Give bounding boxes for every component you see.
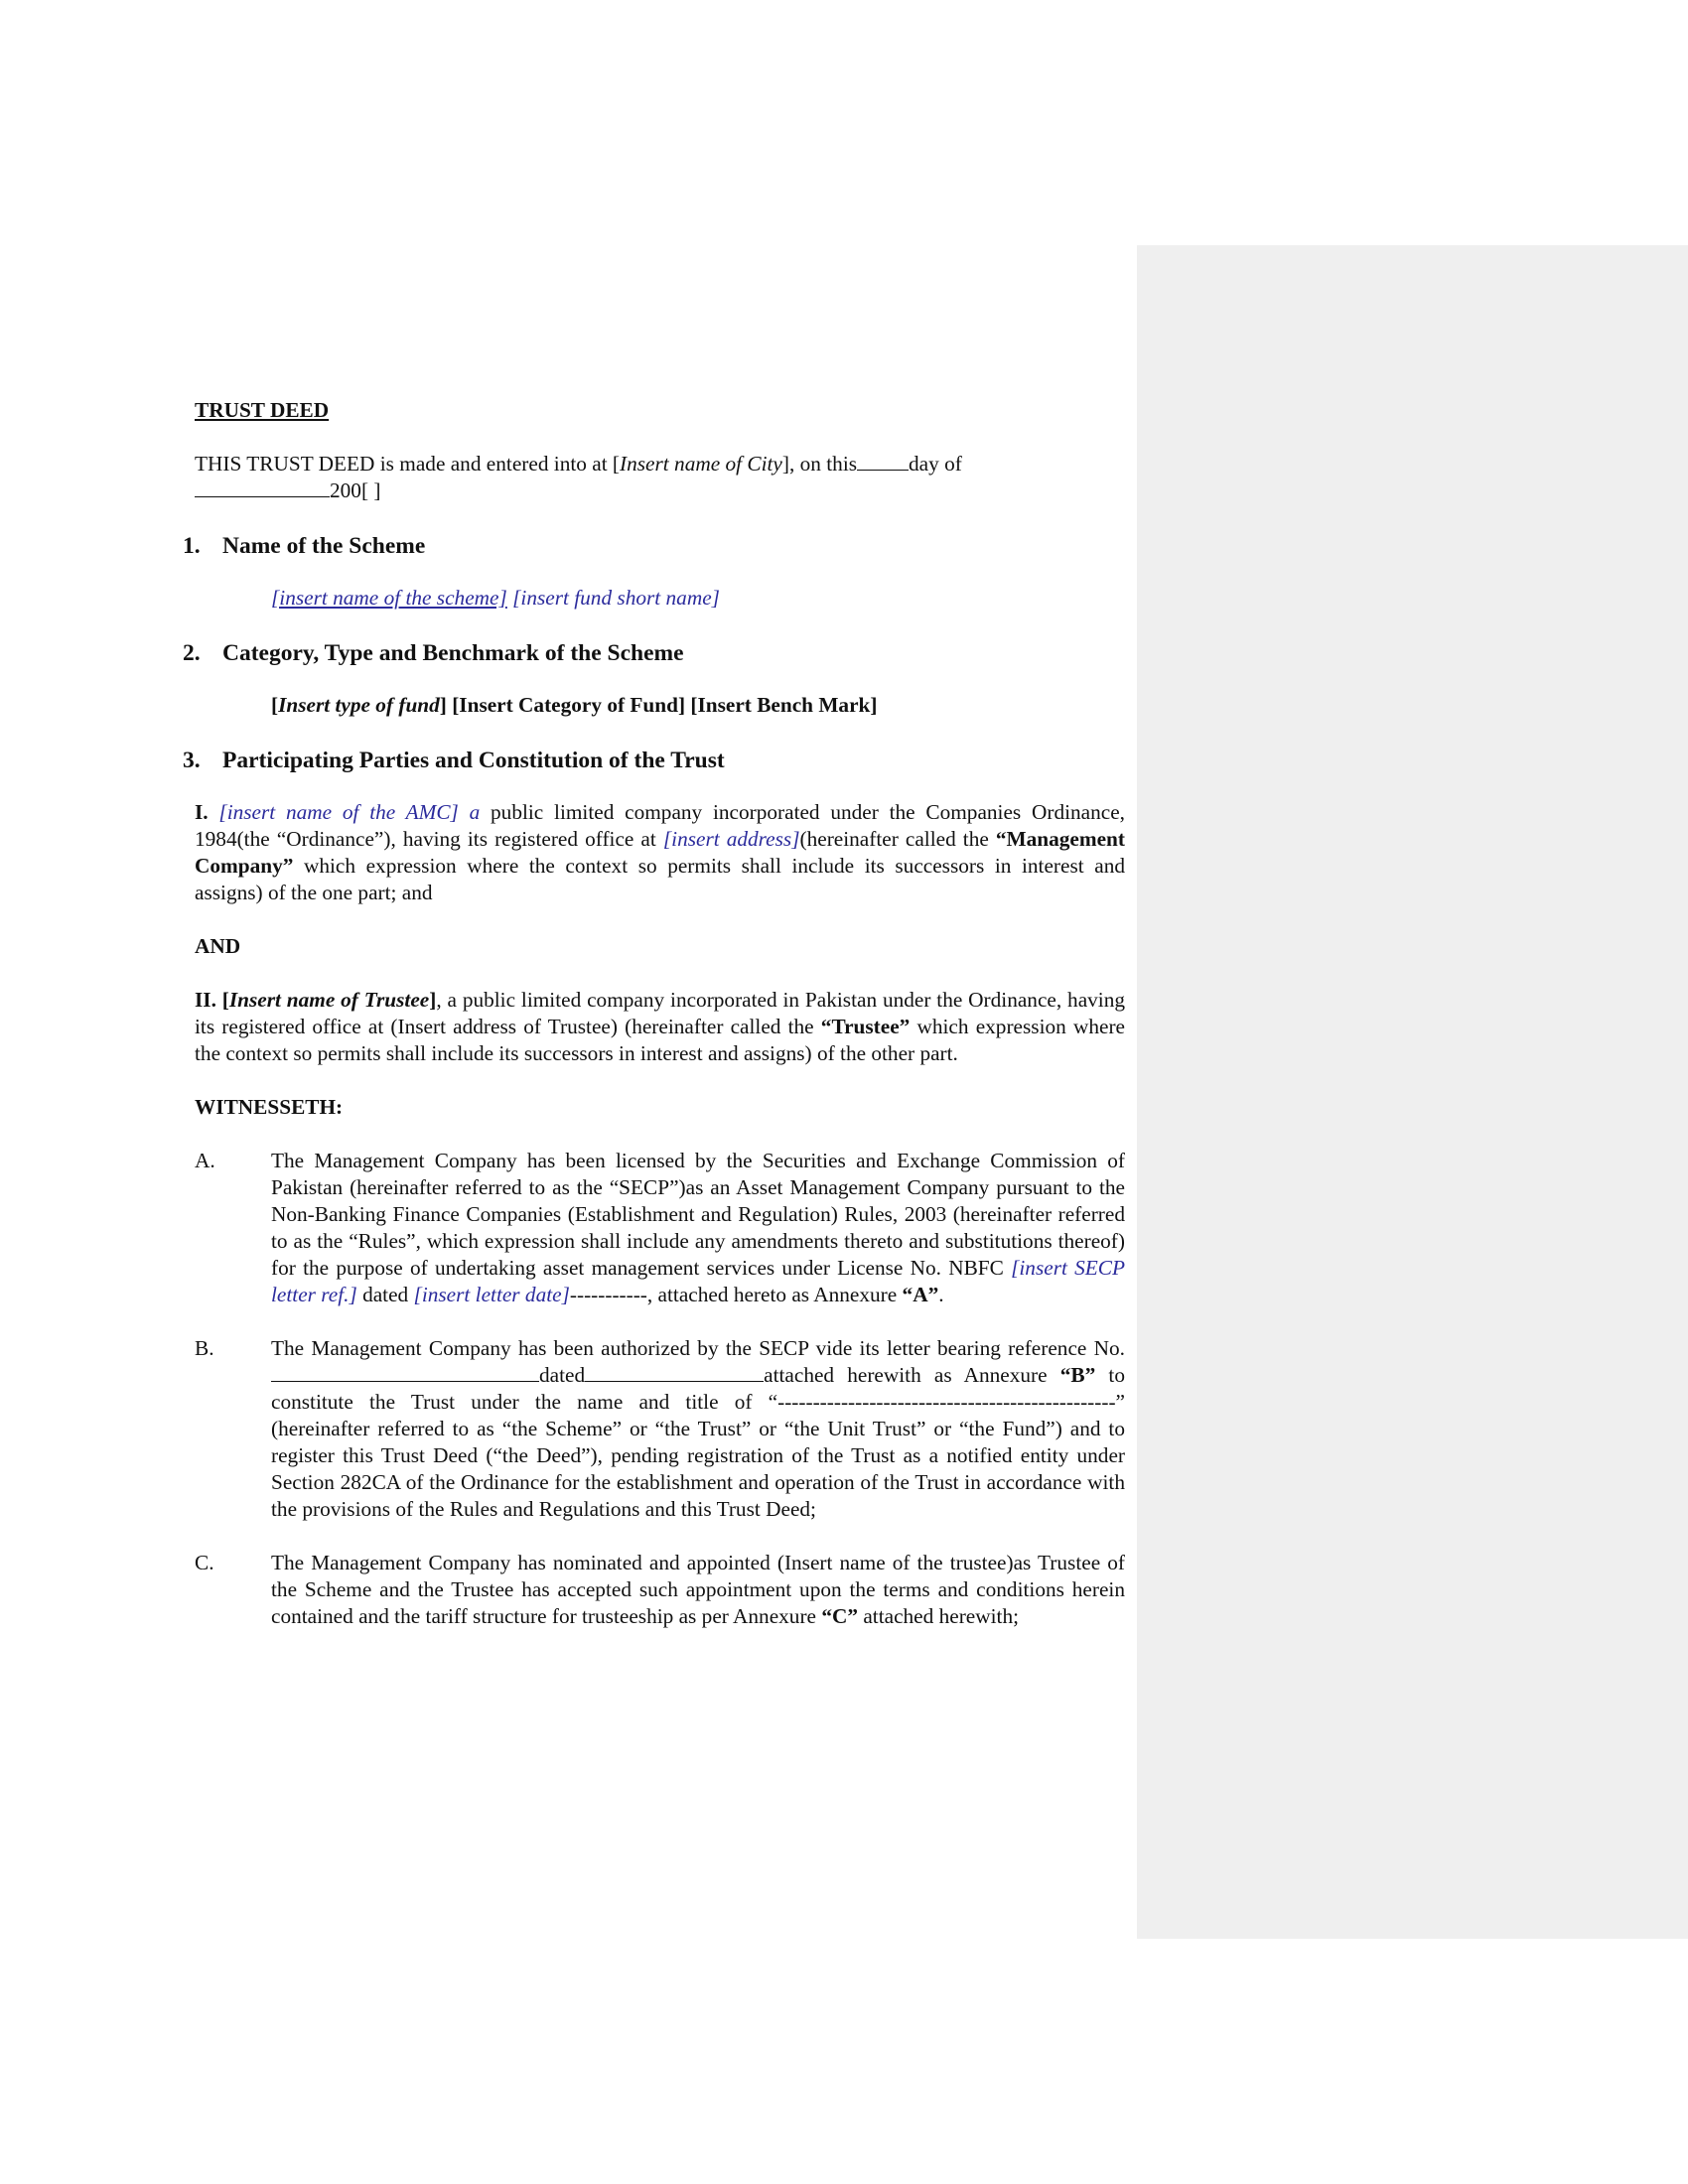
section-3-heading: 3. Participating Parties and Constitution of the Trust [183, 748, 725, 773]
document-title: TRUST DEED [195, 398, 330, 422]
fund-type-line: [Insert type of fund] [Insert Category of Fund] [Insert Bench Mark] [271, 693, 878, 717]
letter-date-placeholder: [insert letter date] [413, 1283, 570, 1306]
amc-name-placeholder: [insert name of the AMC] a [218, 800, 481, 824]
city-placeholder: Insert name of City [620, 452, 782, 476]
section-1-heading: 1. Name of the Scheme [183, 533, 426, 559]
witnesseth-label: WITNESSETH: [195, 1095, 344, 1119]
recital-b: B. The Management Company has been authorized by the SECP vide its letter bearing reference No.dated attached herewith as Annexure “B” to constitute the Trust under the name and title of “------------------------------------------------” (hereinafter referred to as “the Scheme” or “the Trust” or “the Unit Trust” or “the Fund”) and to register this Trust Deed (“the Deed”), pending registration of the Trust as a notified entity under Section 282CA of the Ordinance for the establishment and operation of the Trust in accordance with the provisions of the Rules and Regulations and this Trust Deed; [195, 1336, 1125, 1521]
fund-type-placeholder: Insert type of fund [278, 693, 440, 717]
annexure-a: “A” [902, 1283, 939, 1306]
recital-c: C. The Management Company has nominated and appointed (Insert name of the trustee)as Trustee of the Scheme and the Trustee has accepted such appointment upon the terms and conditions herein contained and the tariff structure for trusteeship as per Annexure “C” attached herewith; [195, 1551, 1125, 1628]
recital-a: A. The Management Company has been licensed by the Securities and Exchange Commission of Pakistan (hereinafter referred to as the “SECP”)as an Asset Management Company pursuant to the Non-Banking Finance Companies (Establishment and Regulation) Rules, 2003 (hereinafter referred to as the “Rules”, which expression shall include any amendments thereto and substitutions thereof) for the purpose of undertaking asset management services under License No. NBFC [insert SECP letter ref.] dated [insert letter date]-----------, attached hereto as Annexure “A”. [195, 1149, 1126, 1306]
scheme-name-line [195, 585, 1125, 612]
party-one-paragraph: I. [insert name of the AMC] a public limited company incorporated under the Companies Ordinance, 1984(the “Ordinance”), having its registered office at [insert address](hereinafter called the “Management Company” which expression where the context so permits shall include its successors in interest and assigns) of the one part; and [195, 800, 1126, 904]
secp-letter-ref-placeholder: [insert SECP letter ref.] [271, 1256, 1126, 1306]
management-company-term: “Management Company” [195, 827, 1125, 878]
dated-blank [585, 1363, 764, 1382]
comment-pane [1137, 245, 1688, 1939]
amc-address-placeholder: [insert address] [662, 827, 800, 851]
section-2-heading: 2. Category, Type and Benchmark of the Scheme [183, 640, 684, 666]
day-blank [857, 452, 909, 471]
document-page [183, 397, 1126, 1630]
annexure-b: “B” [1059, 1363, 1096, 1387]
intro-paragraph: THIS TRUST DEED is made and entered into at [Insert name of City], on this day of 200[ ] [195, 452, 962, 502]
trustee-name-placeholder: Insert name of Trustee [228, 988, 430, 1012]
benchmark-placeholder: [Insert Bench Mark] [690, 693, 878, 717]
fund-category-placeholder: [Insert Category of Fund] [452, 693, 686, 717]
and-label: AND [195, 934, 241, 958]
scheme-name-placeholder: [insert name of the scheme] [271, 586, 507, 610]
party-two-paragraph: II. [Insert name of Trustee], a public limited company incorporated in Pakistan under the Ordinance, having its registered office at (Insert address of Trustee) (hereinafter called the “Trustee” which expression where the context so permits shall include its successors in interest and assigns) of the other part. [195, 988, 1126, 1065]
fund-short-name-placeholder: [insert fund short name] [512, 586, 720, 610]
month-blank [195, 478, 330, 497]
annexure-c: “C” [821, 1604, 858, 1628]
trustee-term: “Trustee” [820, 1015, 911, 1038]
reference-no-blank [271, 1363, 539, 1382]
